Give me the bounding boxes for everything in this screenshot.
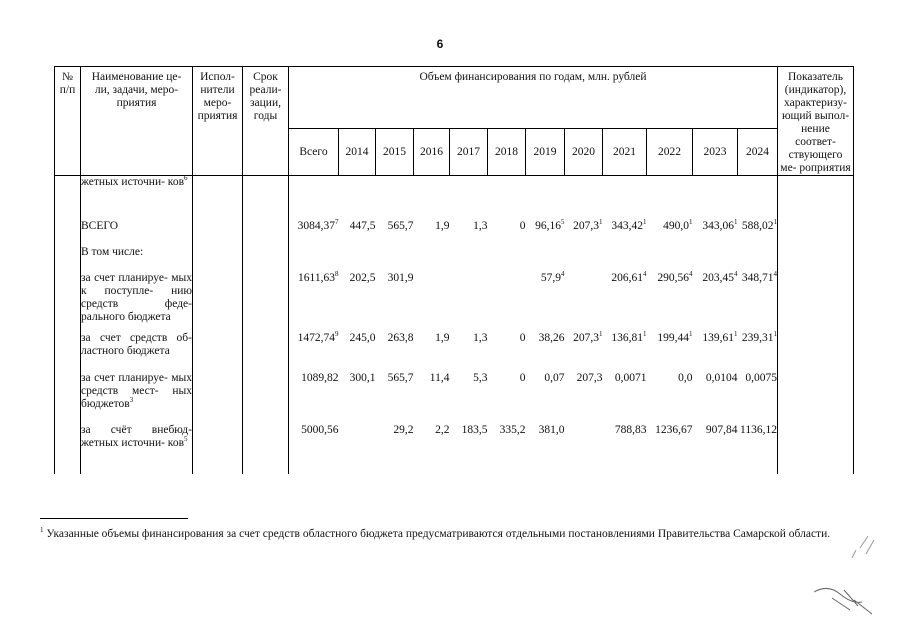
cell-year-value	[414, 332, 450, 372]
year-value: 5,3	[473, 371, 488, 384]
cell-year-value	[738, 269, 778, 332]
financing-table	[54, 66, 854, 474]
cell-year-value	[376, 176, 414, 220]
table-row	[55, 372, 854, 424]
cell-number	[55, 246, 81, 272]
table-body	[55, 176, 854, 474]
footnote-ref: 1	[599, 329, 603, 338]
year-value: 1,3	[473, 331, 488, 344]
cell-term	[243, 272, 289, 332]
cell-year-value	[565, 329, 603, 372]
footnote-ref: 1	[734, 217, 738, 226]
cell-executors	[193, 220, 243, 246]
header-financing: Объем финансирования по годам, млн. рублей	[289, 67, 778, 129]
year-value: 490,0	[663, 219, 689, 232]
cell-year-value	[450, 176, 488, 220]
cell-year-value	[693, 424, 738, 474]
header-indicator: Показатель (индикатор), характеризу- ющий выпол- нение соответ- ствующего ме- роприятия	[778, 67, 854, 176]
header-year: 2024	[738, 129, 778, 176]
table-row	[55, 176, 854, 220]
year-value: 565,7	[387, 371, 414, 384]
cell-year-value	[450, 372, 488, 424]
header-year: 2017	[450, 129, 488, 176]
cell-year-value	[414, 246, 450, 272]
cell-number	[55, 272, 81, 332]
total-value: 1611,63	[298, 271, 335, 284]
year-value: 1,9	[435, 219, 450, 232]
cell-year-value	[450, 272, 488, 332]
cell-executors	[193, 246, 243, 272]
footnote-ref: 5	[184, 434, 188, 443]
row-label: за счет планируе- мых к поступле- нию средств феде- рального бюджета	[81, 271, 192, 323]
cell-total	[289, 329, 339, 372]
cell-year-value	[488, 246, 526, 272]
year-value: 0,0075	[745, 371, 777, 384]
footnote-ref: 3	[129, 395, 134, 404]
header-year: 2020	[565, 129, 603, 176]
cell-year-value	[488, 424, 526, 474]
total-value: 1089,82	[301, 371, 339, 384]
year-value: 207,3	[573, 219, 599, 232]
year-value: 263,8	[387, 331, 414, 344]
footnote-mark: 1	[40, 526, 44, 535]
cell-year-value	[565, 176, 603, 220]
cell-year-value	[414, 220, 450, 246]
cell-year-value	[693, 176, 738, 220]
cell-indicator	[778, 424, 854, 474]
cell-year-value	[565, 372, 603, 424]
cell-year-value	[647, 424, 693, 474]
year-value: 348,71	[741, 271, 774, 284]
row-label: ВСЕГО	[81, 219, 119, 232]
cell-executors	[193, 272, 243, 332]
cell-year-value	[339, 220, 376, 246]
year-value: 96,16	[535, 219, 561, 232]
header-executors: Испол- нители меро- приятия	[193, 67, 243, 176]
year-value: 301,9	[387, 271, 414, 284]
year-value: 788,83	[614, 423, 647, 436]
year-value: 199,44	[657, 331, 689, 344]
footnote-ref: 4	[561, 269, 565, 278]
table-row	[55, 220, 854, 246]
year-value: 0	[519, 371, 526, 384]
cell-year-value	[526, 269, 565, 332]
header-term: Срок реали- зации, годы	[243, 67, 289, 176]
year-value: 343,42	[611, 219, 643, 232]
header-number: № п/п	[55, 67, 81, 176]
footnote-ref: 1	[734, 329, 738, 338]
cell-total	[289, 424, 339, 474]
year-value: 1,9	[435, 331, 450, 344]
cell-number	[55, 424, 81, 474]
year-value: 300,1	[349, 371, 376, 384]
year-value: 1,3	[473, 219, 488, 232]
cell-year-value	[603, 372, 647, 424]
cell-year-value	[565, 217, 603, 246]
year-value: 565,7	[387, 219, 414, 232]
cell-name	[81, 246, 193, 272]
cell-year-value	[414, 372, 450, 424]
footnote-ref: 1	[689, 217, 693, 226]
cell-year-value	[339, 246, 376, 272]
cell-year-value	[339, 176, 376, 220]
cell-year-value	[647, 372, 693, 424]
footnote-text: Указанные объемы финансирования за счет средств областного бюджета предусматриваются отдельными постановлениями Правительства Самарской области.	[46, 528, 831, 540]
cell-indicator	[778, 220, 854, 246]
year-value: 0	[519, 219, 526, 232]
header-name: Наименование це- ли, задачи, меро- приятия	[81, 67, 193, 176]
cell-number	[55, 220, 81, 246]
cell-indicator	[778, 272, 854, 332]
year-value: 1136,12	[740, 423, 777, 436]
year-value: 202,5	[349, 271, 376, 284]
header-year: 2022	[647, 129, 693, 176]
cell-year-value	[738, 329, 778, 372]
year-value: 29,2	[393, 423, 414, 436]
footnote-ref: 7	[335, 217, 339, 226]
cell-number	[55, 372, 81, 424]
cell-year-value	[450, 220, 488, 246]
cell-indicator	[778, 332, 854, 372]
table-row	[55, 272, 854, 332]
year-value: 136,81	[611, 331, 643, 344]
year-value: 907,84	[705, 423, 738, 436]
cell-year-value	[647, 217, 693, 246]
year-value: 245,0	[349, 331, 376, 344]
cell-year-value	[450, 246, 488, 272]
cell-year-value	[526, 372, 565, 424]
cell-year-value	[603, 424, 647, 474]
cell-year-value	[450, 424, 488, 474]
cell-year-value	[693, 269, 738, 332]
cell-year-value	[603, 329, 647, 372]
cell-indicator	[778, 372, 854, 424]
footnote-ref: 1	[643, 329, 647, 338]
row-label: за счет средств об- ластного бюджета	[81, 331, 192, 357]
total-value: 3084,37	[297, 219, 335, 232]
cell-year-value	[414, 272, 450, 332]
row-label: за счёт внебюд- жетных источни- ков	[81, 423, 192, 449]
year-value: 139,61	[702, 331, 734, 344]
cell-year-value	[339, 424, 376, 474]
year-value: 11,4	[429, 371, 450, 384]
footnote-ref: 1	[773, 329, 777, 338]
header-year: 2021	[603, 129, 647, 176]
cell-year-value	[339, 272, 376, 332]
footnote-ref: 4	[643, 269, 647, 278]
footnote-ref: 4	[689, 269, 693, 278]
cell-year-value	[414, 424, 450, 474]
cell-year-value	[488, 332, 526, 372]
cell-year-value	[488, 220, 526, 246]
cell-name	[81, 272, 193, 332]
header-year: 2018	[488, 129, 526, 176]
year-value: 207,3	[576, 371, 603, 384]
cell-year-value	[565, 246, 603, 272]
footnote-divider	[40, 518, 188, 519]
cell-term	[243, 176, 289, 220]
year-value: 239,31	[741, 331, 774, 344]
cell-year-value	[647, 246, 693, 272]
total-value: 1472,74	[297, 331, 335, 344]
cell-year-value	[603, 246, 647, 272]
footnote-ref: 1	[773, 217, 777, 226]
row-label: жетных источни- ков	[81, 176, 184, 188]
header-year: 2015	[376, 129, 414, 176]
cell-number	[55, 332, 81, 372]
cell-name	[81, 176, 193, 220]
cell-name	[81, 332, 193, 372]
cell-name	[81, 220, 193, 246]
header-year: 2016	[414, 129, 450, 176]
cell-year-value	[647, 329, 693, 372]
cell-name	[81, 372, 193, 424]
footnote-ref: 1	[599, 217, 603, 226]
cell-year-value	[488, 272, 526, 332]
cell-executors	[193, 176, 243, 220]
cell-term	[243, 372, 289, 424]
year-value: 203,45	[702, 271, 734, 284]
footnote-ref: 9	[335, 329, 339, 338]
year-value: 38,26	[538, 331, 565, 344]
year-value: 183,5	[461, 423, 488, 436]
cell-term	[243, 246, 289, 272]
cell-year-value	[693, 372, 738, 424]
cell-total	[289, 217, 339, 246]
year-value: 335,2	[499, 423, 526, 436]
cell-number	[55, 176, 81, 220]
year-value: 343,06	[702, 219, 734, 232]
signature-scribble	[810, 580, 880, 620]
year-value: 447,5	[349, 219, 376, 232]
cell-executors	[193, 332, 243, 372]
cell-executors	[193, 372, 243, 424]
total-value: 5000,56	[301, 423, 339, 436]
table-row	[55, 424, 854, 474]
cell-year-value	[603, 217, 647, 246]
year-value: 0	[519, 331, 526, 344]
cell-year-value	[526, 176, 565, 220]
header-year: 2014	[339, 129, 376, 176]
cell-year-value	[339, 332, 376, 372]
cell-year-value	[738, 372, 778, 424]
cell-year-value	[738, 424, 778, 474]
year-value: 0,0	[678, 371, 693, 384]
cell-year-value	[565, 424, 603, 474]
year-value: 381,0	[538, 423, 565, 436]
cell-year-value	[565, 272, 603, 332]
cell-year-value	[414, 176, 450, 220]
footnote-ref: 6	[184, 174, 188, 183]
year-value: 0,07	[544, 371, 565, 384]
year-value: 57,9	[540, 271, 561, 284]
cell-year-value	[450, 332, 488, 372]
cell-year-value	[603, 269, 647, 332]
cell-term	[243, 220, 289, 246]
cell-year-value	[376, 372, 414, 424]
cell-year-value	[526, 217, 565, 246]
footnote-ref: 1	[643, 217, 647, 226]
header-year: 2023	[693, 129, 738, 176]
cell-year-value	[647, 269, 693, 332]
cell-year-value	[603, 176, 647, 220]
cell-year-value	[376, 220, 414, 246]
year-value: 588,02	[741, 219, 774, 232]
cell-total	[289, 246, 339, 272]
cell-year-value	[526, 246, 565, 272]
year-value: 290,56	[657, 271, 689, 284]
cell-year-value	[693, 246, 738, 272]
year-value: 206,61	[611, 271, 643, 284]
table-header	[55, 67, 854, 176]
cell-year-value	[488, 372, 526, 424]
cell-total	[289, 372, 339, 424]
footnote-ref: 1	[689, 329, 693, 338]
table-row	[55, 332, 854, 372]
table-row	[55, 246, 854, 272]
footnote-ref: 4	[734, 269, 738, 278]
cell-year-value	[488, 176, 526, 220]
cell-year-value	[738, 217, 778, 246]
footnote	[40, 527, 860, 542]
cell-year-value	[339, 372, 376, 424]
cell-year-value	[376, 332, 414, 372]
page-number: 6	[436, 37, 444, 51]
cell-total	[289, 176, 339, 220]
footnote-ref: 4	[773, 269, 777, 278]
cell-year-value	[738, 246, 778, 272]
year-value: 0,0071	[614, 371, 647, 384]
cell-year-value	[693, 329, 738, 372]
row-label: за счет планируе- мых средств мест- ных бюджетов	[81, 371, 192, 410]
cell-total	[289, 269, 339, 332]
cell-term	[243, 424, 289, 474]
footnote-ref: 8	[335, 269, 339, 278]
year-value: 2,2	[435, 423, 450, 436]
cell-indicator	[778, 176, 854, 220]
footnote-ref: 5	[561, 217, 565, 226]
cell-name	[81, 424, 193, 474]
cell-year-value	[738, 176, 778, 220]
row-label: В том числе:	[81, 245, 144, 258]
cell-term	[243, 332, 289, 372]
cell-year-value	[526, 332, 565, 372]
cell-year-value	[376, 272, 414, 332]
year-value: 207,3	[573, 331, 599, 344]
cell-year-value	[376, 424, 414, 474]
cell-indicator	[778, 246, 854, 272]
cell-executors	[193, 424, 243, 474]
cell-year-value	[526, 424, 565, 474]
year-value: 1236,67	[655, 423, 693, 436]
cell-year-value	[693, 217, 738, 246]
header-year: 2019	[526, 129, 565, 176]
header-total: Всего	[289, 129, 339, 176]
cell-year-value	[376, 246, 414, 272]
cell-year-value	[647, 176, 693, 220]
year-value: 0,0104	[705, 371, 738, 384]
